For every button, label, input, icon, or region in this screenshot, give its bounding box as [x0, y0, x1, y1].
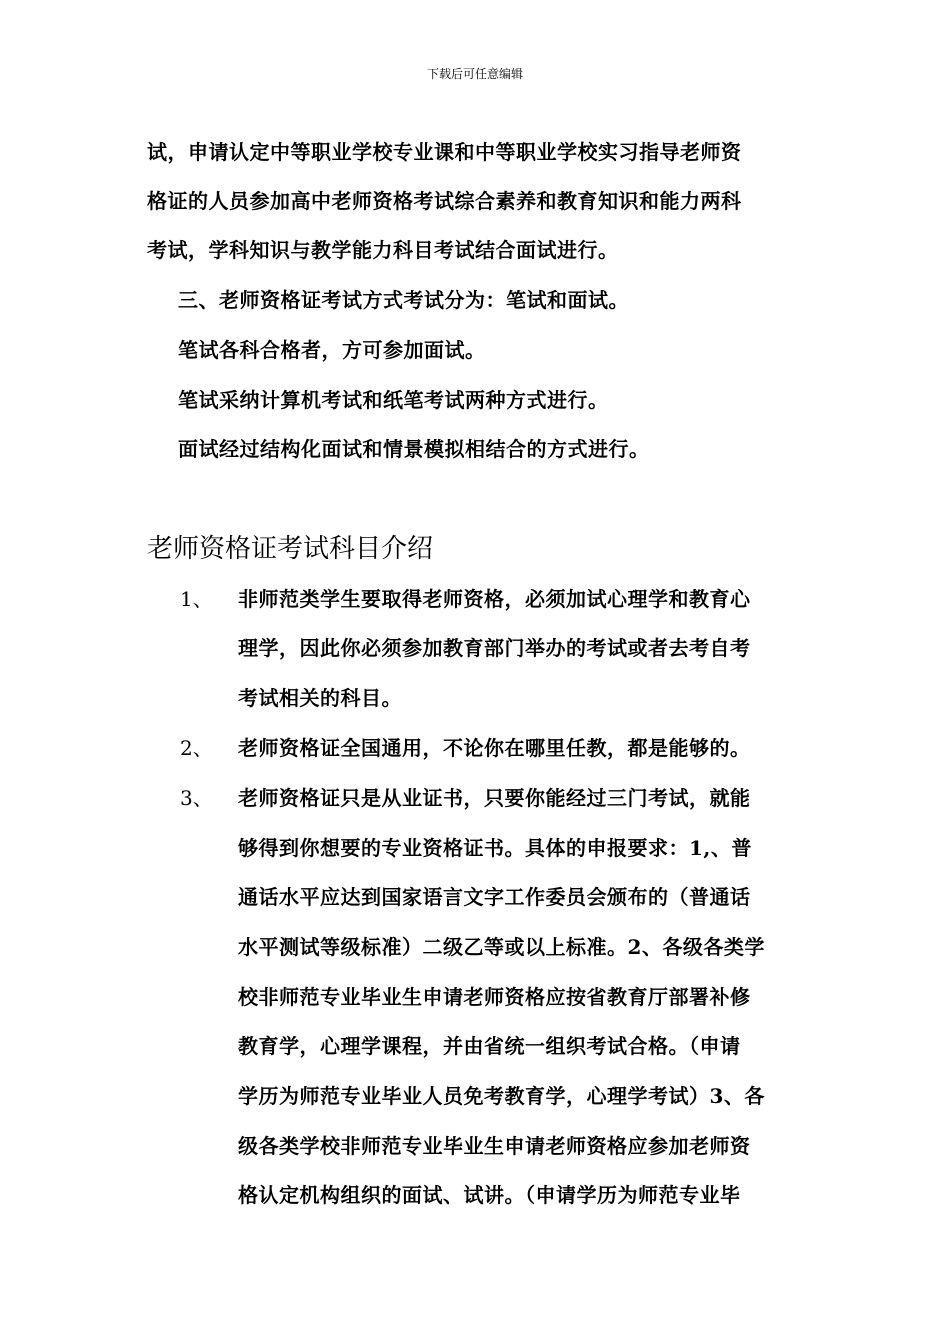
list-item-line: 老师资格证只是从业证书，只要你能经过三门考试，就能: [238, 786, 751, 810]
list-item-line: 通话水平应达到国家语言文字工作委员会颁布的（普通话: [238, 885, 751, 909]
list-item-number: 3、: [180, 786, 213, 810]
list-item-line: 教育学，心理学课程，并由省统一组织考试合格。（申请: [238, 1034, 741, 1058]
list-item-line: 考试相关的科目。: [238, 686, 402, 710]
list-item-line: 校非师范专业毕业生申请老师资格应按省教育厅部署补修: [238, 985, 751, 1009]
list-item-line: 理学，因此你必须参加教育部门举办的考试或者去考自考: [238, 636, 751, 660]
paragraph-line: 三、老师资格证考试方式考试分为：笔试和面试。: [178, 288, 629, 312]
list-item-line: 格认定机构组织的面试、试讲。（申请学历为师范专业毕: [238, 1183, 741, 1207]
list-item-line: 水平测试等级标准）二级乙等或以上标准。2、各级各类学: [238, 935, 765, 959]
paragraph-line: 考试，学科知识与教学能力科目考试结合面试进行。: [147, 238, 619, 262]
paragraph-line: 试，申请认定中等职业学校专业课和中等职业学校实习指导老师资: [147, 140, 742, 164]
page-header: 下载后可任意编辑: [426, 67, 523, 81]
paragraph-line: 笔试采纳计算机考试和纸笔考试两种方式进行。: [178, 388, 609, 412]
list-item-line: 老师资格证全国通用，不论你在哪里任教，都是能够的。: [238, 736, 751, 760]
list-item-line: 够得到你想要的专业资格证书。具体的申报要求：1,、普: [238, 836, 752, 860]
list-item-line: 级各类学校非师范专业毕业生申请老师资格应参加老师资: [238, 1134, 751, 1158]
paragraph-line: 格证的人员参加高中老师资格考试综合素养和教育知识和能力两科: [147, 189, 742, 213]
paragraph-line: 笔试各科合格者，方可参加面试。: [178, 338, 486, 362]
paragraph-line: 面试经过结构化面试和情景模拟相结合的方式进行。: [178, 437, 650, 461]
list-item-number: 2、: [180, 736, 213, 760]
list-item-line: 学历为师范专业毕业人员免考教育学，心理学考试）3、各: [238, 1084, 765, 1108]
list-item-line: 非师范类学生要取得老师资格，必须加试心理学和教育心: [238, 587, 751, 611]
section-title: 老师资格证考试科目介绍: [147, 534, 434, 564]
list-item-number: 1、: [180, 587, 213, 611]
